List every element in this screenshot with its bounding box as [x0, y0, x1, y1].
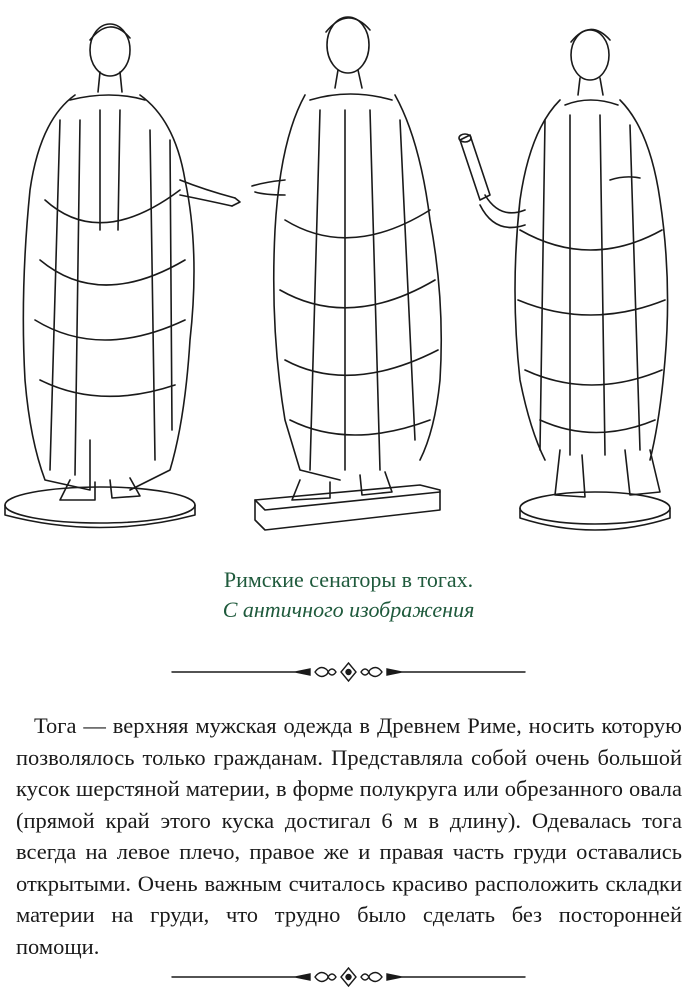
ornament-divider-top [170, 660, 527, 684]
caption-title: Римские сенаторы в тогах. [223, 567, 474, 592]
caption-source: С античного изображения [222, 597, 475, 622]
senator-middle-figure [252, 17, 441, 530]
ornament-divider-bottom [170, 965, 527, 989]
senator-right-figure [459, 29, 670, 530]
senator-left-figure [5, 24, 240, 528]
toga-description-paragraph: Тога — верхняя мужская одежда в Древнем Риме, носить которую позволялось только гражданам. Представляла собой очень большой кусок шерстяной материи, в форме полукруга или обрезанного овала (прямой край этого куска достигал 6 м в длину). Одевалась тога всегда на левое плечо, правое же и правая часть груди оставались открытыми. Очень важным считалось красиво расположить складки материи на груди, что трудно было сделать без посторонней помощи. [16, 713, 682, 959]
figure-caption [0, 565, 697, 625]
